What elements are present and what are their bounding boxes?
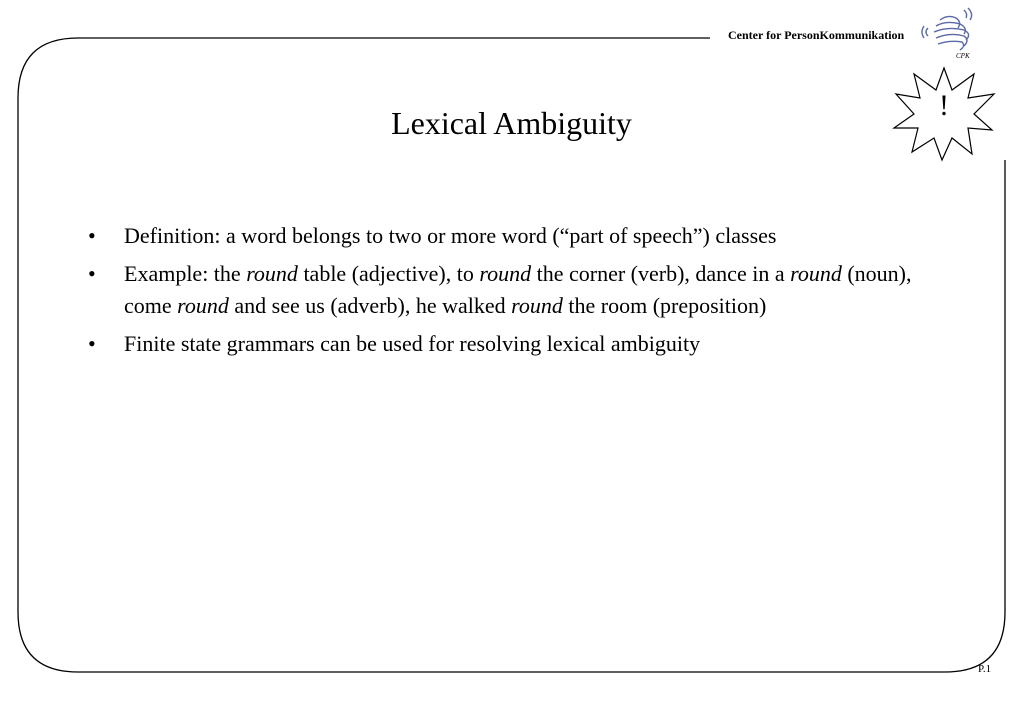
bullet-text: the room (preposition) xyxy=(562,293,767,318)
bullet-example xyxy=(88,258,928,322)
bullet-marker: • xyxy=(88,261,96,286)
italic-term: round xyxy=(511,293,563,318)
bullet-text: Example: the xyxy=(124,261,247,286)
bullet-text: Finite state grammars can be used for resolving lexical ambiguity xyxy=(124,331,701,356)
page-number: P.1 xyxy=(978,663,992,675)
italic-term: round xyxy=(177,293,229,318)
starburst-exclamation: ! xyxy=(939,89,949,122)
logo-caption: CPK xyxy=(956,52,970,60)
slide-title: Lexical Ambiguity xyxy=(391,105,632,141)
bullet-text: and see us (adverb), he walked xyxy=(228,293,512,318)
bullet-text: (noun), come xyxy=(124,261,912,318)
cpk-logo-icon xyxy=(920,6,980,64)
organization-name: Center for PersonKommunikation xyxy=(724,28,908,43)
italic-term: round xyxy=(246,261,298,286)
bullet-text: table (adjective), to xyxy=(297,261,480,286)
bullet-text: the corner (verb), dance in a xyxy=(531,261,791,286)
italic-term: round xyxy=(479,261,532,286)
bullet-list xyxy=(88,220,928,366)
bullet-finite-state xyxy=(88,328,928,360)
bullet-marker: • xyxy=(88,223,96,248)
bullet-definition xyxy=(88,220,928,252)
italic-term: round xyxy=(790,261,842,286)
bullet-marker: • xyxy=(88,331,96,356)
bullet-text: Definition: a word belongs to two or more word (“part of speech”) classes xyxy=(124,223,777,248)
